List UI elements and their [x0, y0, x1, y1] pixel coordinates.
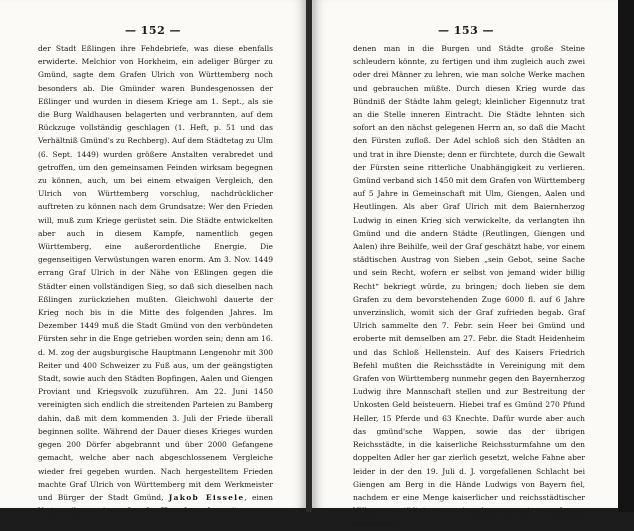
right-page-paragraph: denen man in die Burgen und Städte große Steine schleudern könnte, zu fertigen und ihm zugleich auch zwei oder drei Männer zu lehren, wie man solche Werke machen und gebrauchen müßte. Durch diesen Krieg wurde das Bündniß der Städte lahm gelegt; kleinlicher Eigennutz trat an die Stelle inneren Eintracht. Die Städte lehnten sich sofort an den nächst gelegenen Herrn an, so daß die Macht den Fürsten zufloß. Der Adel schloß sich den Städten an und trat in ihre Dienste; denn er fürchtete, durch die Gewalt der Fürsten seine ritterliche Unabhängigkeit zu verlieren. Gmünd verband sich 1450 mit dem Grafen von Württemberg auf 5 Jahre in Gemeinschaft mit Ulm, Giengen, Aalen und Heutlingen. Als aber Graf Ulrich mit dem Baiernherzog Ludwig in einen Krieg sich verwickelte, da verlangten ihn Gmünd und die andern Städte (Reutlingen, Giengen und Aalen) ihre Beihilfe, weil der Graf geschätzt habe, vor einem städtischen Austrag von Sieben „sein Gebot, seine Sache und sein Recht, wofern er selbst von jemand wider billig Recht“ bekriegt würde, zu bringen; doch lieben sie dem Grafen zu dem bevorstehenden Zuge 6000 fl. auf 6 Jahre unverzinslich, womit sich der Graf zufrieden begab. Graf Ulrich sammelte den 7. Febr. sein Heer bei Gmünd und eroberte mit demselben am 27. Febr. die Stadt Heidenheim und das Schloß Hellenstein. Auf des Kaisers Friedrich Befehl mußten die Reichsstädte in Vereinigung mit dem Grafen von Württemberg nunmehr gegen den Bayernherzog Ludwig ihre Mannschaft stellen und zur Bestreitung der Unkosten Geld beisteuern. Hiebei traf es Gmünd 270 Pfund Heller, 15 Pferde und 63 Knechte. Dafür wurde aber auch das gmünd'sche Wappen, sowie das der übrigen Reichsstädte, in die kaiserliche Reichssturmfahne um den doppelten Adler her gar zierlich gesetzt, welche Fahne aber leider in der den 19. Juli d. J. vorgefallenen Schlacht bei Giengen am Berg in die Hände Ludwigs von Bayern fiel, nachdem er eine Menge kaiserlicher und reichsstädtischer Völker getödtet, auseinandergesprengt, gefangen genommen	[353, 44, 585, 529]
right-page-body	[353, 42, 585, 531]
left-page-body	[38, 42, 273, 517]
page-number-left: — 152 —	[124, 24, 182, 37]
right-page	[312, 0, 619, 529]
background-edge	[618, 0, 634, 512]
left-body-mid: , einen Vertrag, ihm zwei	[38, 492, 273, 516]
left-body-trades: werfende Handwerke	[107, 506, 221, 516]
left-page-paragraph	[38, 42, 273, 517]
left-body-after: , mit	[220, 506, 238, 516]
page-number-right: — 153 —	[437, 24, 495, 37]
left-body-before: der Stadt Eßlingen ihre Fehdebriefe, was diese ebenfalls erwiderte. Melchior von Horkheim, ein adeliger Bürger zu Gmünd, sagte dem Grafen Ulrich von Württemberg noch besonders ab. Die Gmünder waren Bundesgenossen der Eßlinger und wurden in diesem Kriege am 1. Sept., als sie die Burg Waldhausen belagerten und verbrannten, auf dem Rückzuge vollständig geschlagen (1. Heft, p. 51 und das Verhältniß Gmünd's zu Rechberg). Auf dem Städtetag zu Ulm (6. Sept. 1449) wurden größere Anstalten verabredet und getroffen, um den gemeinsamen Feinden wirksam begegnen zu können, auch, um bei einem etwaigen Vergleich, den Ulrich von Württemberg vorschlug, nachdrücklicher auftreten zu können nach dem Grundsatze: Wer den Frieden will, muß zum Kriege gerüstet sein. Die Städte entwickelten aber auch in diesem Kampfe, namentlich gegen Württemberg, eine außerordentliche Energie. Die gegenseitigen Verwüstungen waren enorm. Am 3. Nov. 1449 errang Graf Ulrich in der Nähe von Eßlingen gegen die Städter einen vollständigen Sieg, so daß sich dieselben nach Eßlingen zurückziehen mußten. Gleichwohl dauerte der Krieg noch bis in die Mitte des folgenden Jahres. Im Dezember 1449 muß die Stadt Gmünd von den verbündeten Fürsten sehr in die Enge getrieben worden sein; denn am 16. d. M. zog der augsburgische Hauptmann Lengenohr mit 300 Reiter und 400 Schweizer zu Fuß aus, um der geängstigten Stadt, sowie auch den Städten Bopfingen, Aalen und Giengen Proviant und Kriegsvolk zuzuführen. Am 22. Juni 1450 vereinigten sich endlich die streitenden Parteien zu Bamberg dahin, daß mit dem kommenden 3. Juli der Friede überall beginnen sollte. Während der Dauer dieses Krieges wurden gegen 200 Dörfer abgebrannt und über 2000 Gefangene gemacht, welche aber nach abgeschlossenem Vergleiche wieder frei gegeben wurden. Nach hergestelltem Frieden machte Graf Ulrich von Württemberg mit dem Werkmeister und Bürger der Stadt Gmünd,	[38, 44, 273, 502]
left-body-name: Jakob Eissele	[168, 492, 245, 502]
left-page	[0, 0, 307, 516]
